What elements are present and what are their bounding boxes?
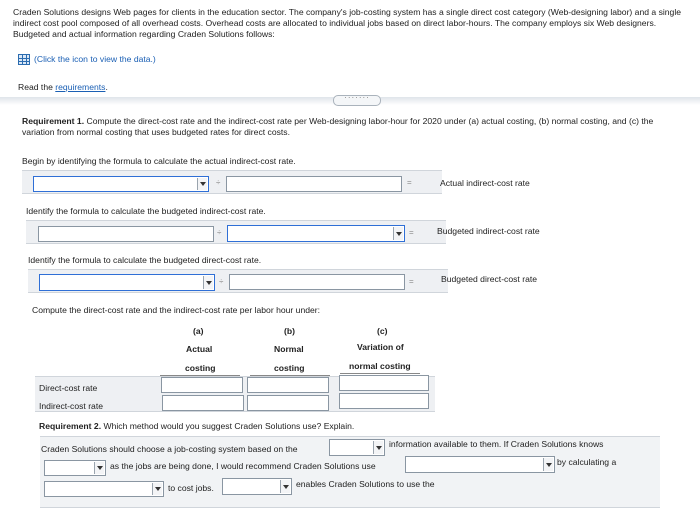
column-a-line1: Actual <box>186 344 213 354</box>
compute-instruction: Compute the direct-cost rate and the indirect-cost rate per labor hour under: <box>32 305 321 315</box>
actual-indirect-numerator-select[interactable] <box>33 176 209 192</box>
identify-budgeted-indirect: Identify the formula to calculate the budgeted indirect-cost rate. <box>26 206 266 216</box>
column-b-line1: Normal <box>274 344 304 354</box>
read-suffix: . <box>105 82 108 92</box>
indirect-rate-variation-input[interactable] <box>339 393 429 409</box>
table-icon[interactable] <box>18 54 30 65</box>
budgeted-indirect-numerator-select[interactable] <box>38 226 214 242</box>
budgeted-indirect-denominator-select[interactable] <box>227 225 405 242</box>
divide-sign: ÷ <box>216 178 221 187</box>
identify-budgeted-direct: Identify the formula to calculate the budgeted direct-cost rate. <box>28 255 262 265</box>
column-b-letter: (b) <box>284 326 295 336</box>
divide-sign: ÷ <box>217 228 222 237</box>
known-costs-select[interactable] <box>44 460 106 476</box>
requirement-2-title: Requirement 2. <box>39 421 102 431</box>
direct-rate-normal-input[interactable] <box>247 377 329 393</box>
column-a-letter: (a) <box>193 326 204 336</box>
requirement-1-body: Compute the direct-cost rate and the indirect-cost rate per Web-designing labor-hour for 2020 under (a) actual costing, (b) normal costing, and (c) the variation from normal costing that uses budgeted rates for direct costs. <box>22 116 654 137</box>
requirement-2-text <box>39 421 354 432</box>
expand-dots: ······· <box>344 93 370 102</box>
chevron-down-icon <box>152 483 162 495</box>
equals-sign: = <box>407 178 412 187</box>
direct-cost-rate-label: Direct-cost rate <box>39 383 98 393</box>
req2-sentence-3: as the jobs are being done, I would recommend Craden Solutions use <box>110 461 376 471</box>
read-prefix: Read the <box>18 82 56 92</box>
actual-indirect-cost-rate-label: Actual indirect-cost rate <box>440 178 530 188</box>
requirements-link[interactable]: requirements <box>55 82 106 92</box>
chevron-down-icon <box>543 458 553 471</box>
requirement-1-text <box>22 116 682 138</box>
divide-sign: ÷ <box>219 277 224 286</box>
chevron-down-icon <box>197 178 207 190</box>
chevron-down-icon <box>280 480 290 493</box>
budgeted-direct-cost-rate-label: Budgeted direct-cost rate <box>441 274 538 284</box>
req2-sentence-1: Craden Solutions should choose a job-costing system based on the <box>41 444 298 454</box>
req2-sentence-2: information available to them. If Craden Solutions knows <box>389 439 604 449</box>
actual-indirect-denominator-select[interactable] <box>226 176 402 192</box>
chevron-down-icon <box>203 276 213 289</box>
budgeted-indirect-cost-rate-label: Budgeted indirect-cost rate <box>437 226 540 236</box>
direct-rate-actual-input[interactable] <box>161 377 243 393</box>
chevron-down-icon <box>94 462 104 474</box>
requirement-1-title: Requirement 1. <box>22 116 85 126</box>
indirect-rate-actual-input[interactable] <box>162 395 244 411</box>
read-requirements-text <box>18 82 108 93</box>
problem-intro: Craden Solutions designs Web pages for clients in the education sector. The company's job-costing system has a single direct cost category (Web-designing labor) and a single indirect cost pool composed of all overhead costs. Overhead costs are allocated to individual jobs based on direct labor-hours. The company employs six Web designers. Budgeted and actual information regarding Craden Solutions follows: <box>13 7 682 39</box>
column-b-line2: costing <box>274 363 305 373</box>
chevron-down-icon <box>373 441 383 454</box>
column-c-line1: Variation of <box>357 342 404 352</box>
req2-sentence-6: enables Craden Solutions to use the <box>296 479 435 489</box>
view-data-link[interactable]: (Click the icon to view the data.) <box>34 54 156 64</box>
req2-sentence-4: by calculating a <box>557 457 617 467</box>
equals-sign: = <box>409 277 414 286</box>
indirect-rate-normal-input[interactable] <box>247 395 329 411</box>
rate-type-select[interactable] <box>44 481 164 497</box>
chevron-down-icon <box>393 227 403 240</box>
direct-rate-variation-input[interactable] <box>339 375 429 391</box>
column-a-line2: costing <box>185 363 216 373</box>
expand-button[interactable] <box>333 95 381 106</box>
req2-sentence-5: to cost jobs. <box>168 483 214 493</box>
information-type-select[interactable] <box>329 439 385 456</box>
budgeted-direct-numerator-select[interactable] <box>39 274 215 291</box>
begin-instruction: Begin by identifying the formula to calculate the actual indirect-cost rate. <box>22 156 296 166</box>
header-underline-c <box>340 373 420 374</box>
column-c-letter: (c) <box>377 326 388 336</box>
requirement-2-body: Which method would you suggest Craden Solutions use? Explain. <box>101 421 355 431</box>
indirect-cost-rate-label: Indirect-cost rate <box>39 401 103 411</box>
budgeted-direct-denominator-select[interactable] <box>229 274 405 290</box>
enabling-factor-select[interactable] <box>222 478 292 495</box>
column-c-line2: normal costing <box>349 361 411 371</box>
equals-sign: = <box>409 228 414 237</box>
recommended-method-select[interactable] <box>405 456 555 473</box>
